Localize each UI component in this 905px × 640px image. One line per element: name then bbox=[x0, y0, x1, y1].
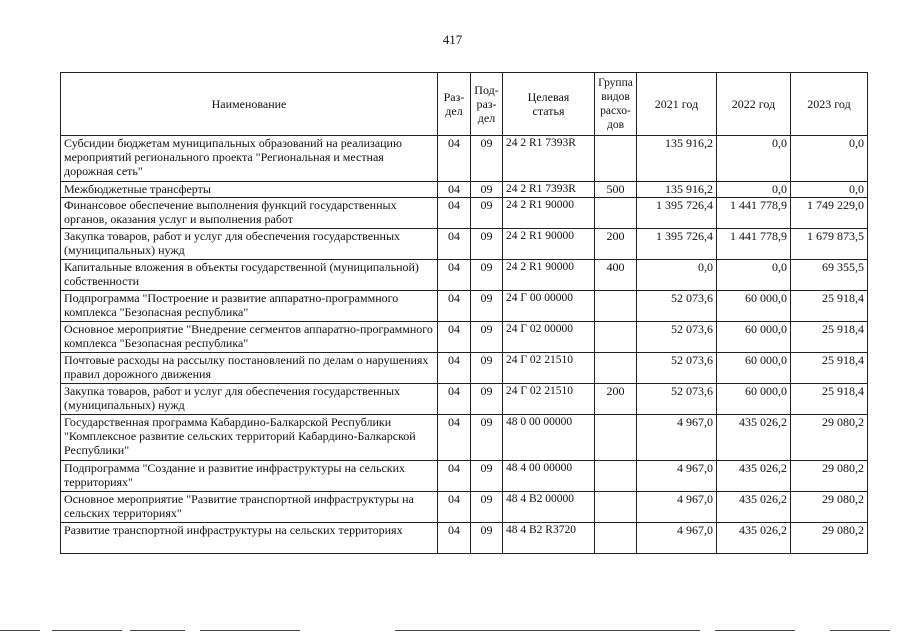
row-name: Закупка товаров, работ и услуг для обеспечения государственных (муниципальных) нужд bbox=[61, 384, 438, 415]
row-section: 04 bbox=[438, 182, 471, 198]
table-row bbox=[61, 322, 868, 353]
row-2022: 60 000,0 bbox=[717, 353, 791, 384]
row-2021: 135 916,2 bbox=[637, 136, 717, 182]
header-2022: 2022 год bbox=[717, 73, 791, 136]
row-group: 200 bbox=[595, 384, 637, 415]
budget-table bbox=[60, 72, 868, 554]
table-row bbox=[61, 136, 868, 182]
row-2021: 4 967,0 bbox=[637, 415, 717, 461]
table-row bbox=[61, 291, 868, 322]
row-2023: 69 355,5 bbox=[791, 260, 868, 291]
row-group bbox=[595, 136, 637, 182]
table-row bbox=[61, 415, 868, 461]
row-2022: 60 000,0 bbox=[717, 384, 791, 415]
row-name: Финансовое обеспечение выполнения функций государственных органов, оказания услуг и выполнения работ bbox=[61, 198, 438, 229]
row-group bbox=[595, 291, 637, 322]
row-section: 04 bbox=[438, 260, 471, 291]
row-2022: 0,0 bbox=[717, 260, 791, 291]
row-subsection: 09 bbox=[471, 322, 503, 353]
row-2022: 435 026,2 bbox=[717, 415, 791, 461]
header-section: Раз- дел bbox=[438, 73, 471, 136]
row-2021: 52 073,6 bbox=[637, 353, 717, 384]
row-subsection: 09 bbox=[471, 384, 503, 415]
header-2021: 2021 год bbox=[637, 73, 717, 136]
table-row bbox=[61, 492, 868, 523]
row-target: 24 Г 02 00000 bbox=[503, 322, 595, 353]
row-2023: 29 080,2 bbox=[791, 492, 868, 523]
row-target: 24 Г 02 21510 bbox=[503, 384, 595, 415]
row-2023: 25 918,4 bbox=[791, 353, 868, 384]
row-section: 04 bbox=[438, 492, 471, 523]
header-subsection: Под- раз- дел bbox=[471, 73, 503, 136]
row-target: 24 2 R1 7393R bbox=[503, 136, 595, 182]
row-name: Развитие транспортной инфраструктуры на сельских территориях bbox=[61, 523, 438, 554]
row-subsection: 09 bbox=[471, 198, 503, 229]
row-subsection: 09 bbox=[471, 136, 503, 182]
table-row bbox=[61, 523, 868, 554]
row-section: 04 bbox=[438, 461, 471, 492]
row-section: 04 bbox=[438, 291, 471, 322]
table-row bbox=[61, 198, 868, 229]
row-subsection: 09 bbox=[471, 461, 503, 492]
row-2021: 52 073,6 bbox=[637, 291, 717, 322]
table-row bbox=[61, 260, 868, 291]
row-group bbox=[595, 523, 637, 554]
row-group bbox=[595, 461, 637, 492]
row-section: 04 bbox=[438, 136, 471, 182]
header-2023: 2023 год bbox=[791, 73, 868, 136]
row-2023: 0,0 bbox=[791, 136, 868, 182]
row-name: Основное мероприятие "Внедрение сегментов аппаратно-программного комплекса "Безопасная республика" bbox=[61, 322, 438, 353]
row-2023: 25 918,4 bbox=[791, 322, 868, 353]
row-subsection: 09 bbox=[471, 229, 503, 260]
row-name: Подпрограмма "Создание и развитие инфраструктуры на сельских территориях" bbox=[61, 461, 438, 492]
row-subsection: 09 bbox=[471, 415, 503, 461]
row-section: 04 bbox=[438, 322, 471, 353]
row-group: 200 bbox=[595, 229, 637, 260]
row-2023: 25 918,4 bbox=[791, 291, 868, 322]
table-row bbox=[61, 229, 868, 260]
row-target: 24 Г 00 00000 bbox=[503, 291, 595, 322]
row-2022: 435 026,2 bbox=[717, 461, 791, 492]
row-2021: 52 073,6 bbox=[637, 322, 717, 353]
row-2022: 0,0 bbox=[717, 182, 791, 198]
row-2022: 1 441 778,9 bbox=[717, 229, 791, 260]
row-target: 48 4 B2 R3720 bbox=[503, 523, 595, 554]
row-target: 48 4 00 00000 bbox=[503, 461, 595, 492]
row-2023: 0,0 bbox=[791, 182, 868, 198]
footer-rule bbox=[0, 630, 905, 634]
row-group bbox=[595, 415, 637, 461]
row-subsection: 09 bbox=[471, 523, 503, 554]
row-name: Субсидии бюджетам муниципальных образований на реализацию мероприятий регионального проекта "Региональная и местная дорожная сеть" bbox=[61, 136, 438, 182]
header-row bbox=[61, 73, 868, 136]
row-2021: 52 073,6 bbox=[637, 384, 717, 415]
row-name: Капитальные вложения в объекты государственной (муниципальной) собственности bbox=[61, 260, 438, 291]
row-2023: 1 679 873,5 bbox=[791, 229, 868, 260]
table-row bbox=[61, 461, 868, 492]
row-name: Межбюджетные трансферты bbox=[61, 182, 438, 198]
row-2022: 435 026,2 bbox=[717, 492, 791, 523]
table-row bbox=[61, 353, 868, 384]
row-2022: 435 026,2 bbox=[717, 523, 791, 554]
row-2021: 4 967,0 bbox=[637, 461, 717, 492]
row-section: 04 bbox=[438, 229, 471, 260]
row-section: 04 bbox=[438, 353, 471, 384]
row-2021: 1 395 726,4 bbox=[637, 229, 717, 260]
row-subsection: 09 bbox=[471, 291, 503, 322]
row-target: 24 Г 02 21510 bbox=[503, 353, 595, 384]
row-target: 24 2 R1 90000 bbox=[503, 229, 595, 260]
row-2023: 29 080,2 bbox=[791, 461, 868, 492]
row-2023: 25 918,4 bbox=[791, 384, 868, 415]
row-target: 48 4 B2 00000 bbox=[503, 492, 595, 523]
row-section: 04 bbox=[438, 384, 471, 415]
row-target: 24 2 R1 90000 bbox=[503, 198, 595, 229]
row-2022: 0,0 bbox=[717, 136, 791, 182]
row-2023: 29 080,2 bbox=[791, 523, 868, 554]
row-target: 24 2 R1 90000 bbox=[503, 260, 595, 291]
row-group: 500 bbox=[595, 182, 637, 198]
row-2022: 60 000,0 bbox=[717, 291, 791, 322]
row-2021: 135 916,2 bbox=[637, 182, 717, 198]
row-2021: 0,0 bbox=[637, 260, 717, 291]
row-subsection: 09 bbox=[471, 492, 503, 523]
row-section: 04 bbox=[438, 198, 471, 229]
row-name: Основное мероприятие "Развитие транспортной инфраструктуры на сельских территориях" bbox=[61, 492, 438, 523]
row-subsection: 09 bbox=[471, 353, 503, 384]
row-2021: 4 967,0 bbox=[637, 523, 717, 554]
row-name: Подпрограмма "Построение и развитие аппаратно-программного комплекса "Безопасная республика" bbox=[61, 291, 438, 322]
header-target: Целевая статья bbox=[503, 73, 595, 136]
header-name: Наименование bbox=[61, 73, 438, 136]
table-body bbox=[61, 136, 868, 554]
row-group bbox=[595, 198, 637, 229]
header-group: Группа видов расхо- дов bbox=[595, 73, 637, 136]
row-section: 04 bbox=[438, 415, 471, 461]
row-subsection: 09 bbox=[471, 182, 503, 198]
row-section: 04 bbox=[438, 523, 471, 554]
row-name: Закупка товаров, работ и услуг для обеспечения государственных (муниципальных) нужд bbox=[61, 229, 438, 260]
row-2021: 4 967,0 bbox=[637, 492, 717, 523]
row-subsection: 09 bbox=[471, 260, 503, 291]
page-number: 417 bbox=[442, 32, 463, 47]
row-group bbox=[595, 492, 637, 523]
row-2021: 1 395 726,4 bbox=[637, 198, 717, 229]
row-2022: 60 000,0 bbox=[717, 322, 791, 353]
row-2023: 1 749 229,0 bbox=[791, 198, 868, 229]
table-row bbox=[61, 182, 868, 198]
row-group bbox=[595, 353, 637, 384]
table-row bbox=[61, 384, 868, 415]
row-target: 48 0 00 00000 bbox=[503, 415, 595, 461]
row-target: 24 2 R1 7393R bbox=[503, 182, 595, 198]
row-name: Государственная программа Кабардино-Балкарской Республики "Комплексное развитие сельских территорий Кабардино-Балкарской Республики" bbox=[61, 415, 438, 461]
row-group: 400 bbox=[595, 260, 637, 291]
row-2022: 1 441 778,9 bbox=[717, 198, 791, 229]
row-name: Почтовые расходы на рассылку постановлений по делам о нарушениях правил дорожного движения bbox=[61, 353, 438, 384]
row-2023: 29 080,2 bbox=[791, 415, 868, 461]
row-group bbox=[595, 322, 637, 353]
